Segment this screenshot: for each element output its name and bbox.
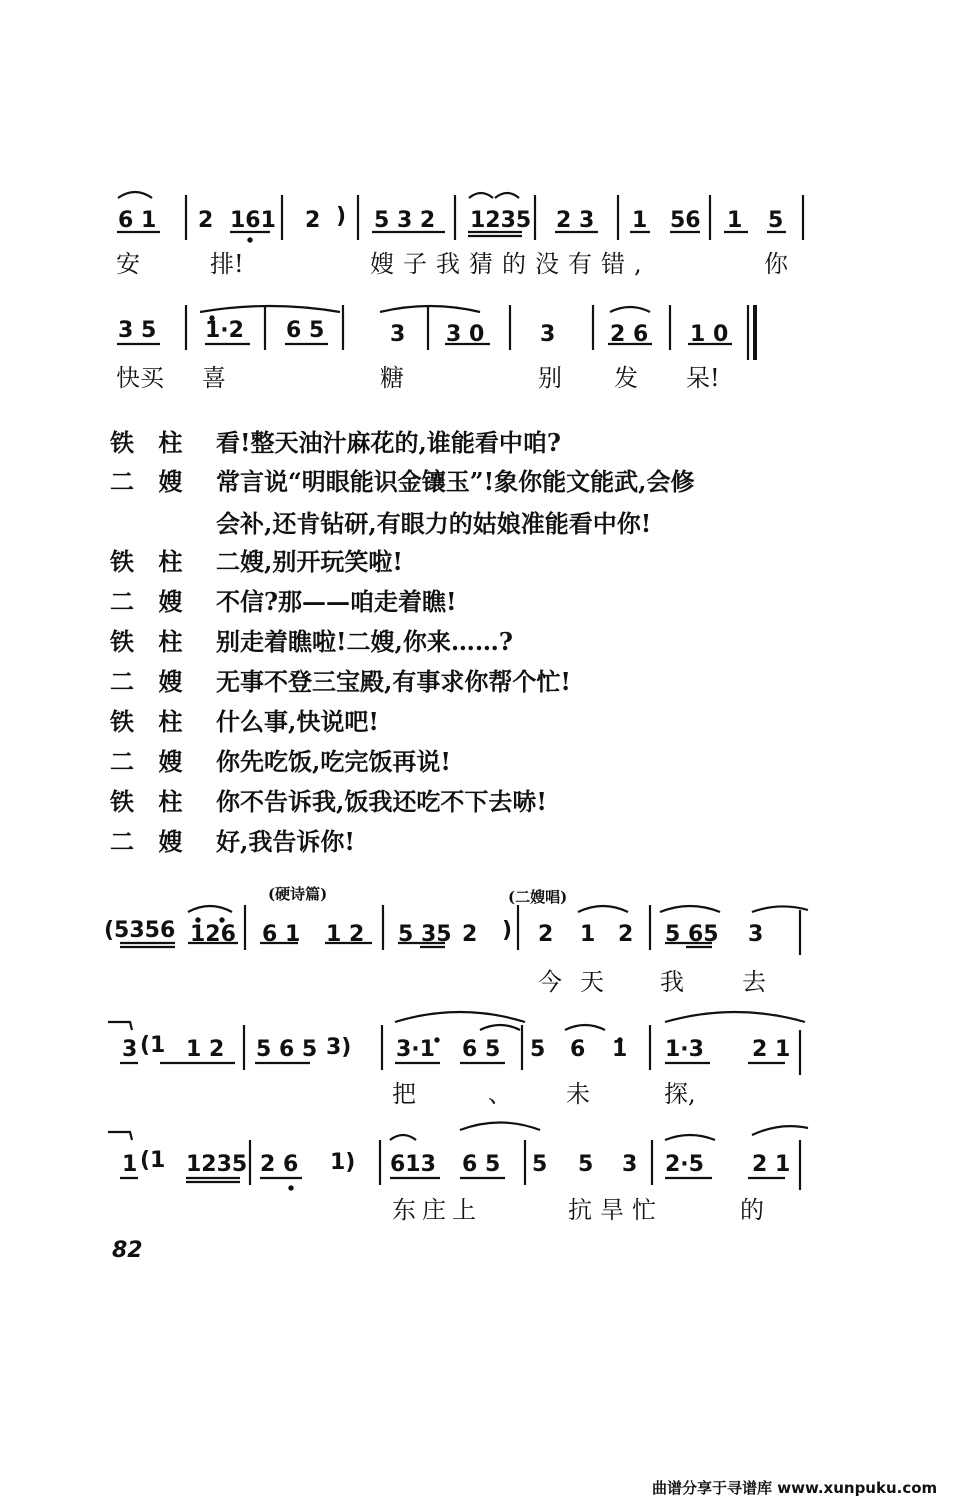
note-group: 6 5 (462, 1037, 501, 1062)
note-group: 2 (462, 922, 478, 947)
note-group: ) (336, 204, 347, 229)
lyric: 你 (764, 250, 788, 278)
note-group: 2 3 (556, 208, 595, 233)
note-group: 613 (390, 1152, 436, 1177)
note-group: 2 (618, 922, 634, 947)
note-group: 1235 (186, 1152, 248, 1177)
note-group: 5 (768, 208, 784, 233)
page-number: 82 (112, 1238, 143, 1263)
note-group: 3·1 (396, 1037, 435, 1062)
lyric: 我 (660, 968, 684, 996)
note-group: 2 1 (752, 1037, 791, 1062)
lyric: 东庄上 (392, 1196, 482, 1224)
speaker: 铁 柱 (110, 787, 191, 816)
note-group: 3 0 (446, 322, 485, 347)
note-group: 5 35 (398, 922, 452, 947)
dialogue-line: 二嫂,别开玩笑啦! (216, 547, 403, 576)
note-group: 1 (122, 1152, 138, 1177)
note-group: 1235 (470, 208, 532, 233)
lyric: 探, (664, 1080, 696, 1108)
note-group: 5 (532, 1152, 548, 1177)
note-group: 1 2 (326, 922, 365, 947)
dialogue-line: 会补,还肯钻研,有眼力的姑娘准能看中你! (216, 509, 652, 538)
dialogue-line: 别走着瞧啦!二嫂,你来……? (216, 627, 513, 656)
footer-watermark: 曲谱分享于寻谱库 www.xunpuku.com (652, 1479, 938, 1497)
lyric: 喜 (202, 364, 226, 392)
lyric: 嫂子我猜的没有错, (370, 250, 651, 278)
note-group: 161 (230, 208, 276, 233)
lyric: 今 (538, 968, 562, 996)
note-group: 1 (632, 208, 648, 233)
lyric: 糖 (380, 364, 404, 392)
note-group: 2 (305, 208, 321, 233)
note-group: 6 1 (118, 208, 157, 233)
note-group: 1 (612, 1037, 628, 1062)
dialogue-line: 看!整天油汁麻花的,谁能看中咱? (216, 428, 561, 457)
note-group: 5 3 2 (374, 208, 436, 233)
note-group: 6 5 (462, 1152, 501, 1177)
note-group: ) (502, 918, 513, 943)
lyric: 把 (392, 1080, 416, 1108)
dialogue-line: 好,我告诉你! (216, 827, 355, 856)
lyric: 、 (488, 1080, 512, 1108)
lyric: 呆! (686, 364, 720, 392)
note-group: 6 5 (286, 318, 325, 343)
note-group: (1 (140, 1148, 166, 1173)
note-group: 5 (578, 1152, 594, 1177)
dialogue-line: 什么事,快说吧! (216, 707, 379, 736)
lyric: 发 (614, 364, 638, 392)
note-group: 2 1 (752, 1152, 791, 1177)
speaker: 铁 柱 (110, 627, 191, 656)
note-group: 126 (190, 922, 236, 947)
note-group: 2 6 (610, 322, 649, 347)
dialogue-line: 你不告诉我,饭我还吃不下去哧! (216, 787, 547, 816)
speaker: 铁 柱 (110, 707, 191, 736)
note-group: 2·5 (665, 1152, 704, 1177)
note-group: 2 (198, 208, 214, 233)
lyric: 快买 (116, 364, 164, 392)
note-group: 3 (748, 922, 764, 947)
note-group: 1·2 (205, 318, 244, 343)
note-group: 3 (540, 322, 556, 347)
lyric: 安 (116, 250, 140, 278)
note-group: 1·3 (665, 1037, 704, 1062)
note-group: 3 (122, 1037, 138, 1062)
lyric: 别 (538, 364, 562, 392)
note-group: 5 65 (665, 922, 719, 947)
note-group: 1 0 (690, 322, 729, 347)
lyric: 的 (740, 1196, 764, 1224)
lyric: 抗旱忙 (568, 1196, 664, 1224)
note-group: (1 (140, 1033, 166, 1058)
note-group: 3 (390, 322, 406, 347)
lyric: 天 (580, 968, 604, 996)
note-group: 2 (538, 922, 554, 947)
lyric: 排! (210, 250, 244, 278)
note-group: (5356 (104, 918, 176, 943)
note-group: 3 5 (118, 318, 157, 343)
note-group: 5 6 5 (256, 1037, 318, 1062)
note-group: 1 (727, 208, 743, 233)
speaker: 二 嫂 (110, 467, 191, 496)
lyric: 去 (742, 968, 766, 996)
dialogue-line: 不信?那——咱走着瞧! (216, 587, 457, 616)
annotation: (二嫂唱) (508, 888, 568, 906)
note-group: 3) (326, 1035, 352, 1060)
note-group: 6 (570, 1037, 586, 1062)
dialogue-line: 常言说“明眼能识金镶玉”!象你能文能武,会修 (216, 467, 695, 496)
speaker: 二 嫂 (110, 827, 191, 856)
note-group: 3 (622, 1152, 638, 1177)
speaker: 二 嫂 (110, 747, 191, 776)
dialogue-line: 你先吃饭,吃完饭再说! (216, 747, 451, 776)
lyric: 未 (566, 1080, 590, 1108)
note-group: 1 (580, 922, 596, 947)
note-group: 56 (670, 208, 701, 233)
note-group: 5 (530, 1037, 546, 1062)
speaker: 铁 柱 (110, 428, 191, 457)
note-group: 1 2 (186, 1037, 225, 1062)
speaker: 二 嫂 (110, 587, 191, 616)
note-group: 2 6 (260, 1152, 299, 1177)
speaker: 铁 柱 (110, 547, 191, 576)
speaker: 二 嫂 (110, 667, 191, 696)
dialogue-line: 无事不登三宝殿,有事求你帮个忙! (216, 667, 571, 696)
annotation: (硬诗篇) (268, 885, 328, 903)
note-group: 6 1 (262, 922, 301, 947)
note-group: 1) (330, 1150, 356, 1175)
